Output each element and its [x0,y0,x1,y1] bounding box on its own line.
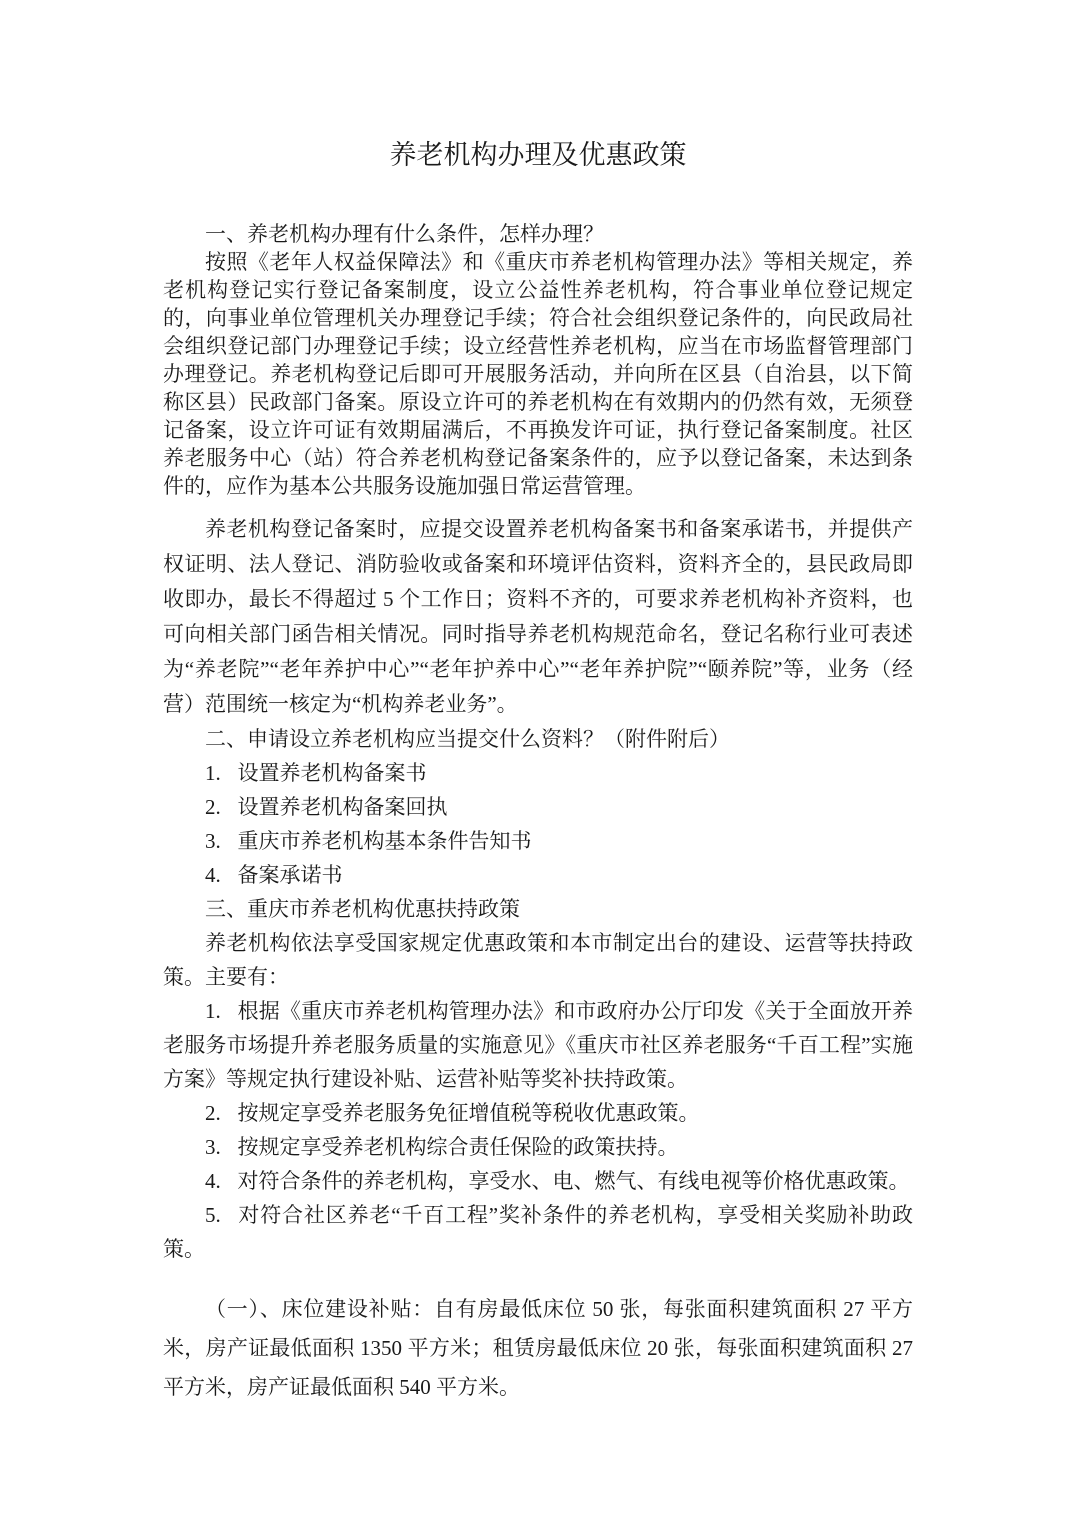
list-item-text: 按规定享受养老机构综合责任保险的政策扶持。 [237,1135,679,1159]
list-item-number: 3. [205,1135,221,1159]
section-3-item-2 [163,1096,913,1130]
list-item-number: 4. [205,863,221,887]
list-item-number: 1. [205,761,221,785]
section-3-item-1 [163,994,913,1096]
list-item-text: 重庆市养老机构基本条件告知书 [237,829,532,853]
section-2-item-3 [163,824,913,858]
list-item-text: 备案承诺书 [237,863,343,887]
section-3-heading: 三、重庆市养老机构优惠扶持政策 [205,897,520,921]
list-item-text: 对符合社区养老“千百工程”奖补条件的养老机构，享受相关奖励补助政策。 [163,1203,913,1261]
list-item-number: 2. [205,1101,221,1125]
section-3-item-4 [163,1164,913,1198]
list-item-text: 设置养老机构备案回执 [237,795,448,819]
list-item-number: 5. [205,1203,221,1227]
list-item-number: 3. [205,829,221,853]
section-2-item-4 [163,858,913,892]
list-item-number: 2. [205,795,221,819]
list-item-text: 对符合条件的养老机构，享受水、电、燃气、有线电视等价格优惠政策。 [237,1169,910,1193]
list-item-text: 设置养老机构备案书 [237,761,427,785]
list-item-text: 根据《重庆市养老机构管理办法》和市政府办公厅印发《关于全面放开养老服务市场提升养老服务质量的实施意见》《重庆市社区养老服务“千百工程”实施方案》等规定执行建设补贴、运营补贴等奖补扶持政策。 [163,999,913,1091]
list-item-number: 4. [205,1169,221,1193]
list-item-text: 按规定享受养老服务免征增值税等税收优惠政策。 [237,1101,700,1125]
list-item-number: 1. [205,999,221,1023]
section-2-item-2 [163,790,913,824]
section-3-item-5 [163,1198,913,1266]
section-1-paragraph-2: 养老机构登记备案时，应提交设置养老机构备案书和备案承诺书，并提供产权证明、法人登记、消防验收或备案和环境评估资料，资料齐全的，县民政局即收即办，最长不得超过 5 个工作日；资料不齐的，可要求养老机构补齐资料，也可向相关部门函告相关情况。同时指导养老机构规范命名，登记名称行业可表述为“养老院”“老年养护中心”“老年护养中心”“老年养护院”“颐养院”等，业务（经营）范围统一核定为“机构养老业务”。 [163,517,913,716]
section-2-heading: 二、申请设立养老机构应当提交什么资料？（附件附后） [205,727,730,751]
section-1-heading: 一、养老机构办理有什么条件，怎样办理？ [205,222,604,246]
section-2-item-1 [163,756,913,790]
appendix-paragraph: （一）、床位建设补贴：自有房最低床位 50 张，每张面积建筑面积 27 平方米，房产证最低面积 1350 平方米；租赁房最低床位 20 张，每张面积建筑面积 27 平方米，房产证最低面积 540 平方米。 [163,1297,913,1399]
document-title: 养老机构办理及优惠政策 [389,140,687,170]
section-3-item-3 [163,1130,913,1164]
section-1-paragraph-1: 按照《老年人权益保障法》和《重庆市养老机构管理办法》等相关规定，养老机构登记实行登记备案制度，设立公益性养老机构，符合事业单位登记规定的，向事业单位管理机关办理登记手续；符合社会组织登记条件的，向民政局社会组织登记部门办理登记手续；设立经营性养老机构，应当在市场监督管理部门办理登记。养老机构登记后即可开展服务活动，并向所在区县（自治县，以下简称区县）民政部门备案。原设立许可的养老机构在有效期内的仍然有效，无须登记备案，设立许可证有效期届满后，不再换发许可证，执行登记备案制度。社区养老服务中心（站）符合养老机构登记备案条件的，应予以登记备案，未达到条件的，应作为基本公共服务设施加强日常运营管理。 [163,250,913,498]
section-3-intro: 养老机构依法享受国家规定优惠政策和本市制定出台的建设、运营等扶持政策。主要有： [163,931,913,989]
